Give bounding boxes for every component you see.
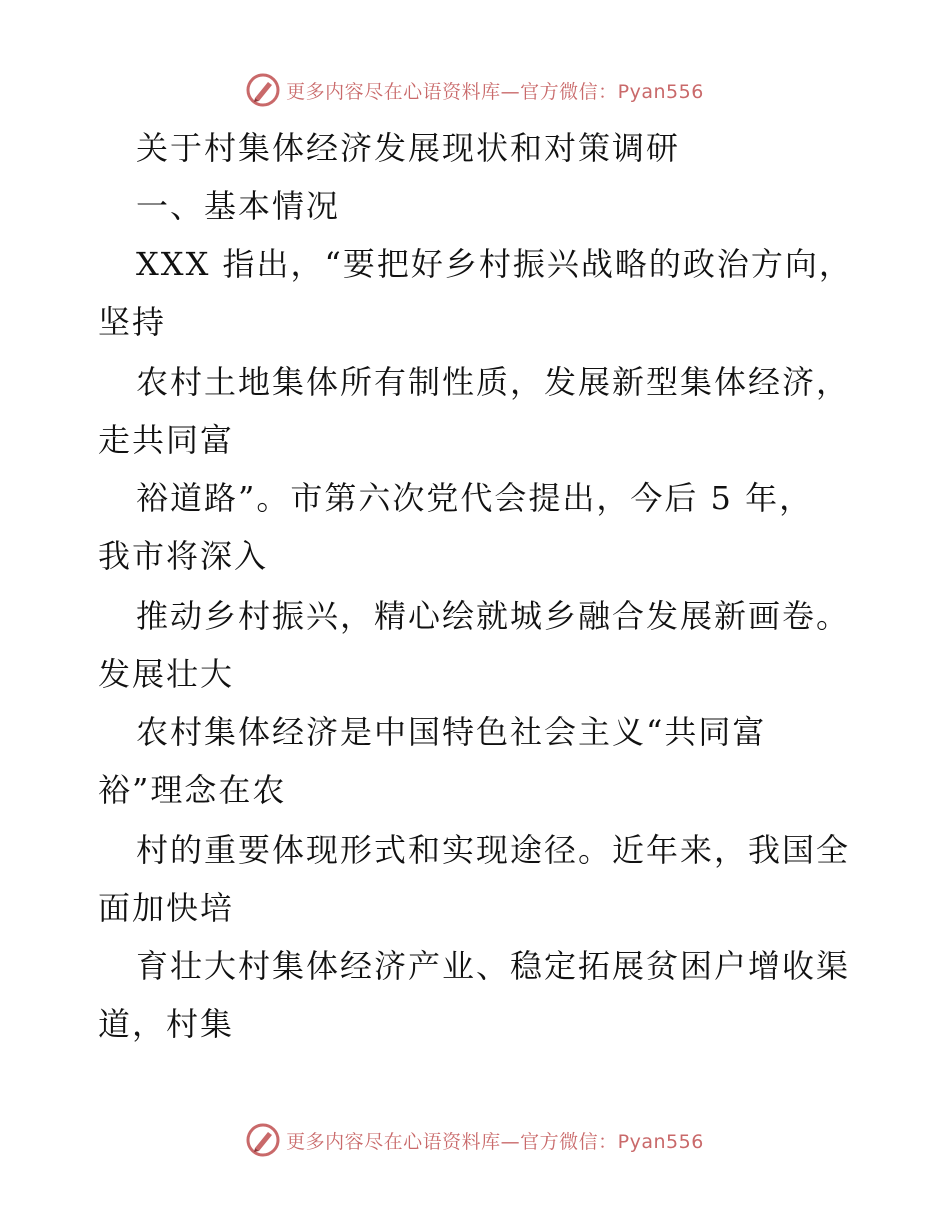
paragraph-line: 育壮大村集体经济产业、稳定拓展贫困户增收渠	[136, 947, 851, 985]
paragraph-line: 村的重要体现形式和实现途径。近年来，我国全	[136, 831, 851, 869]
header-banner	[0, 70, 950, 110]
paragraph-line: 面加快培	[98, 889, 235, 927]
paragraph-line: 农村集体经济是中国特色社会主义“共同富	[136, 713, 767, 751]
footer-banner-text: 更多内容尽在心语资料库—官方微信：Pyan556	[286, 1130, 704, 1153]
header-banner-text: 更多内容尽在心语资料库—官方微信：Pyan556	[286, 80, 704, 103]
paragraph-line: 裕”理念在农	[98, 771, 287, 809]
paragraph-line: 坚持	[98, 303, 167, 341]
document-title: 关于村集体经济发展现状和对策调研	[136, 129, 681, 167]
section-heading: 一、基本情况	[136, 187, 341, 225]
pen-logo-icon	[246, 73, 280, 107]
paragraph-line: 裕道路”。市第六次党代会提出，今后 5 年，	[136, 479, 814, 517]
paragraph-line: 发展壮大	[98, 655, 235, 693]
paragraph-line: 我市将深入	[98, 537, 269, 575]
paragraph-line: 走共同富	[98, 421, 235, 459]
paragraph-line: 农村土地集体所有制性质，发展新型集体经济，	[136, 363, 851, 401]
paragraph-line: 推动乡村振兴，精心绘就城乡融合发展新画卷。	[136, 597, 851, 635]
pen-logo-icon	[246, 1123, 280, 1157]
footer-banner	[0, 1120, 950, 1160]
paragraph-line: XXX 指出，“要把好乡村振兴战略的政治方向，	[136, 245, 853, 283]
paragraph-line: 道，村集	[98, 1005, 235, 1043]
